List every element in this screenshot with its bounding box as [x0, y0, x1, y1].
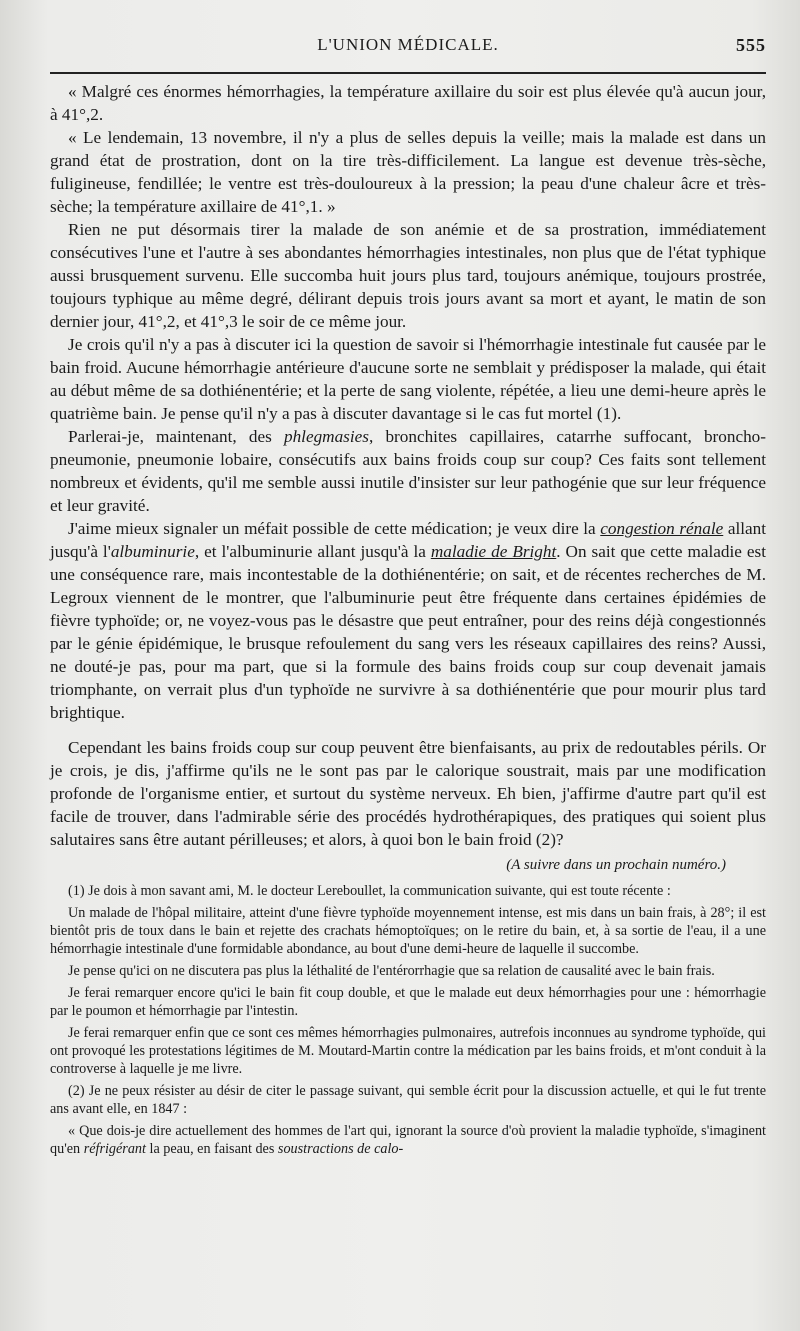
text-run: , et l'albuminurie allant jusqu'à la: [194, 542, 431, 561]
footnote-paragraph: Je pense qu'ici on ne discutera pas plus la léthalité de l'entérorrhagie que sa relation de causalité avec le bain frais.: [68, 963, 715, 979]
paragraph: [50, 517, 766, 724]
emphasis: réfrigérant: [83, 1141, 146, 1157]
paragraph: « Malgré ces énormes hémorrhagies, la température axillaire du soir est plus élevée qu'à aucun jour, à 41°,2.: [50, 82, 766, 124]
emphasis: maladie de Bright: [430, 542, 557, 561]
footnote-paragraph: Un malade de l'hôpal militaire, atteint d'une fièvre typhoïde moyennement intense, est mis dans un bain frais, à 28°; il est bientôt pris de toux dans le bain et rejette des crachats hémoptoïques; on le retire du bain, et, à sa sortie de l'eau, il a une hémorrhagie intestinale d'une formidable abondance, au bout d'une demi-heure de laquelle il succombe.: [50, 905, 766, 957]
paragraph: Cependant les bains froids coup sur coup peuvent être bienfaisants, au prix de redoutables périls. Or je crois, je dis, j'affirme qu'ils ne le sont pas par le calorique soustrait, mais par une modification profonde de l'organisme entier, et surtout du système nerveux. Eh bien, j'affirme d'autre part qu'il est facile de trouver, dans l'admirable série des procédés hydrothérapiques, des pratiques qui soient plus salutaires sans être autant périlleuses; et alors, à quoi bon le bain froid (2)?: [50, 738, 766, 849]
text-run: Parlerai-je, maintenant, des: [68, 427, 284, 446]
footnotes: [50, 882, 766, 1158]
paragraph: [50, 425, 766, 517]
footnote: (1) Je dois à mon savant ami, M. le docteur Lereboullet, la communication suivante, qui est toute récente :: [68, 883, 671, 899]
emphasis: albuminurie: [110, 542, 195, 561]
text-run: . On sait que cette maladie est une conséquence rare, mais incontestable de la dothiénentérie; on sait, et de récentes recherches de M. Legroux viennent de le montrer, que l'albuminurie peut être fréquente dans certaines épidémies de fièvre typhoïde; or, ne voyez-vous pas le désastre que peut entraîner, pour des reins déjà congestionnés par le génie épidémique, le brusque refoulement du sang vers les réseaux capillaires des reins? Aussi, ne douté-je pas, pour ma part, que si la formule des bains froids coup sur coup devenait jamais triomphante, on verrait plus d'un typhoïde ne survivre à sa dothiénentérie que pour mourir plus tard brightique.: [50, 542, 766, 722]
footnote-paragraph: [50, 1122, 766, 1158]
header-rule: [50, 72, 766, 74]
paragraph: Rien ne put désormais tirer la malade de son anémie et de sa prostration, immédiatement consécutives l'une et l'autre à ses abondantes hémorrhagies intestinales, non plus que de l'état typhique aussi brusquement survenu. Elle succomba huit jours plus tard, toujours anémique, toujours prostrée, toujours typhique au même degré, délirant depuis trois jours avant sa mort et ayant, le matin de son dernier jour, 41°,2, et 41°,3 le soir de ce même jour.: [50, 220, 766, 331]
emphasis: soustractions de calo-: [277, 1141, 404, 1157]
running-header: [50, 30, 766, 56]
text-run: J'aime mieux signaler un méfait possible de cette médication; je veux dire la: [68, 519, 601, 538]
emphasis: congestion rénale: [600, 519, 724, 538]
text-run: « Que dois-je dire actuellement des hommes de l'art qui, ignorant la source d'où provient la maladie typhoïde, s'imaginent qu'en: [50, 1123, 766, 1157]
emphasis: phlegmasies: [283, 427, 369, 446]
footnote: (2) Je ne peux résister au désir de citer le passage suivant, qui semble écrit pour la discussion actuelle, et qui le fut trente ans avant elle, en 1847 :: [50, 1083, 766, 1117]
footnote-paragraph: Je ferai remarquer enfin que ce sont ces mêmes hémorrhagies pulmonaires, autrefois inconnues au syndrome typhoïde, qui ont provoqué les protestations légitimes de M. Moutard-Martin contre la médication par les bains froids, et m'ont conduit à la controverse à laquelle je me livre.: [50, 1025, 766, 1077]
text-run: , bronchites capillaires, catarrhe suffocant, broncho-pneumonie, pneumonie lobaire, consécutifs aux bains froids coup sur coup? Ces faits sont tellement nombreux et évidents, qu'il me semble aussi inutile d'insister sur leur pathogénie que sur leur fréquence et leur gravité.: [50, 427, 766, 515]
paragraph: Je crois qu'il n'y a pas à discuter ici la question de savoir si l'hémorrhagie intestinale fut causée par le bain froid. Aucune hémorrhagie antérieure d'aucune sorte ne semblait y prédisposer la malade, qui était au début même de sa dothiénentérie; et la perte de sang violente, répétée, a lieu une demi-heure après le quatrième bain. Je pense qu'il n'y a pas à discuter davantage si le cas fut mortel (1).: [50, 335, 766, 423]
paragraph: « Le lendemain, 13 novembre, il n'y a plus de selles depuis la veille; mais la malade est dans un grand état de prostration, dont on la tire très-difficilement. La langue est devenue très-sèche, fuligineuse, fendillée; le ventre est très-douloureux à la pression; la peau d'une chaleur âcre et très-sèche; la température axillaire de 41°,1. »: [50, 128, 766, 216]
continuation-note: (A suivre dans un prochain numéro.): [506, 857, 726, 873]
text-run: allant jusqu'à l': [50, 519, 767, 561]
journal-title: L'UNION MÉDICALE.: [317, 35, 499, 54]
footnote-paragraph: Je ferai remarquer encore qu'ici le bain fit coup double, et que le malade eut deux hémorrhagies pour une : hémorrhagie par le poumon et hémorrhagie par l'intestin.: [50, 985, 766, 1019]
page-number: 555: [736, 35, 766, 55]
main-text: [50, 80, 766, 874]
text-run: la peau, en faisant des: [145, 1141, 278, 1157]
